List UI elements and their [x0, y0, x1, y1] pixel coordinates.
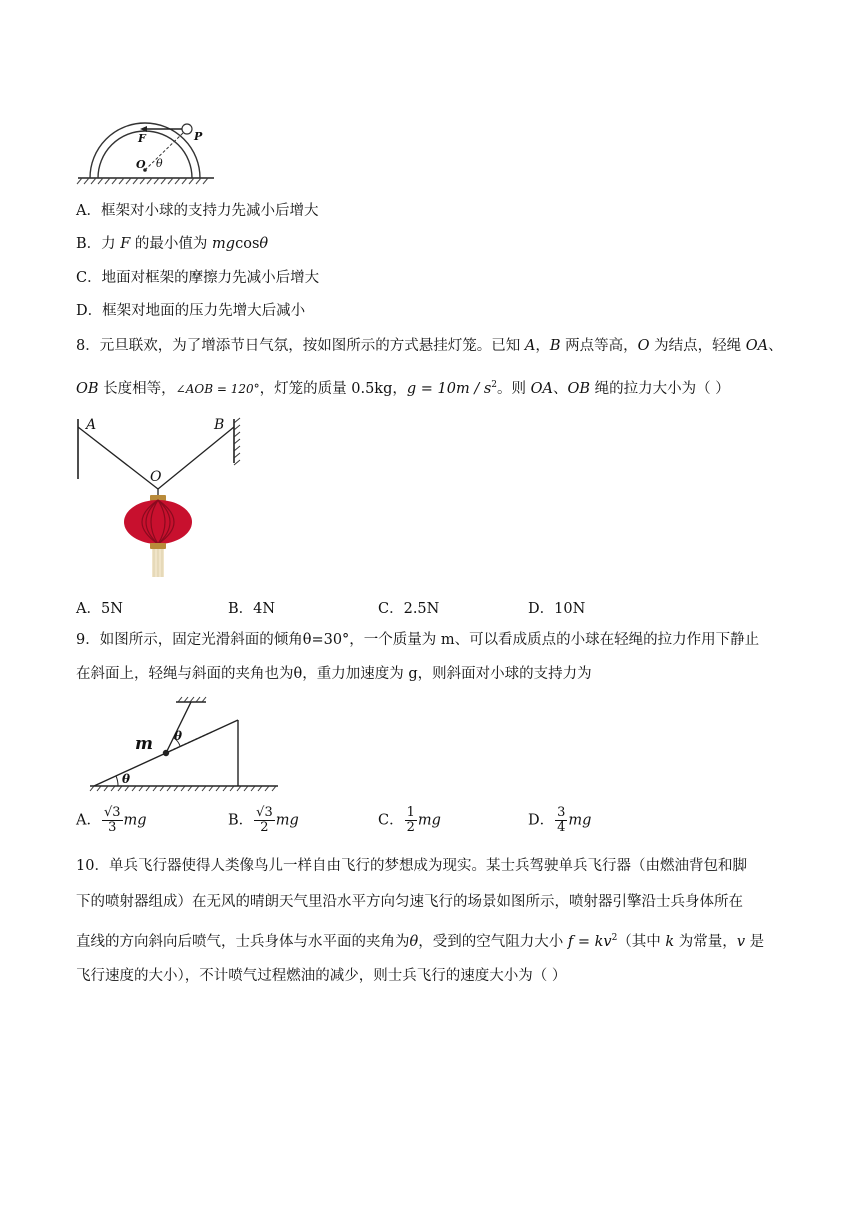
- q7-option-b-mg: mg: [212, 236, 236, 252]
- q8-option-b: B．4N: [228, 601, 276, 617]
- q9-option-a-fraction: [102, 806, 123, 835]
- q10-formula: f = kv: [567, 933, 612, 950]
- q9-option-b-unit: mg: [275, 812, 299, 829]
- q7-fig-label-theta: θ: [156, 157, 163, 170]
- q9-option-d-den: 4: [557, 820, 566, 835]
- q9-option-c: [378, 806, 441, 835]
- q7-fig-label-P: P: [194, 130, 203, 143]
- q9-option-a-label: A．: [76, 812, 101, 829]
- q10-v: v: [736, 933, 746, 950]
- q7-option-b-mid: 的最小值为: [130, 236, 213, 252]
- q9-stem-line1: 9．如图所示，固定光滑斜面的倾角θ=30°，一个质量为 m、可以看成质点的小球在轻绳的拉力作用下静止: [76, 632, 760, 648]
- q9-option-c-label: C．: [378, 812, 404, 829]
- q9-stem-line2: 在斜面上，轻绳与斜面的夹角也为θ，重力加速度为 g，则斜面对小球的支持力为: [76, 666, 592, 682]
- q8-rope-ob: OB: [76, 380, 99, 397]
- q8-text-2d: 。则: [497, 380, 531, 397]
- q8-text-2a: 长度相等，: [98, 380, 176, 397]
- q7-option-b: [76, 234, 268, 254]
- q9-option-b-den: 2: [260, 820, 269, 835]
- q9-option-a-den: 3: [108, 820, 117, 835]
- q8-fig-label-o: O: [150, 469, 162, 485]
- q8-rope-oa: OA: [745, 338, 769, 354]
- q9-option-c-den: 2: [406, 820, 415, 835]
- q7-fig-label-F: F: [138, 132, 146, 145]
- q9-option-d-unit: mg: [568, 812, 592, 829]
- q10-text-3b: ，受到的空气阻力大小: [418, 933, 568, 950]
- q9-option-b: [228, 806, 299, 835]
- q8-stem-line2: [76, 375, 730, 399]
- q9-option-a-unit: mg: [123, 812, 147, 829]
- q10-text-3e: 是: [745, 933, 765, 950]
- q8-text-1b: 两点等高，: [560, 338, 638, 354]
- q8-text-1a: 8．元旦联欢，为了增添节日气氛，按如图所示的方式悬挂灯笼。已知: [76, 338, 525, 354]
- q9-option-d-label: D．: [528, 812, 555, 829]
- q10-k: k: [665, 933, 675, 950]
- q8-rope-oa-2: OA: [530, 380, 553, 397]
- q8-sep: ，: [535, 338, 550, 354]
- q8-stem-line1: [76, 336, 783, 356]
- q7-option-b-theta: θ: [259, 236, 269, 252]
- q8-gravity-sup: 2: [491, 380, 498, 390]
- q8-rope-ob-2: OB: [567, 380, 591, 397]
- q7-option-a: A．框架对小球的支持力先减小后增大: [76, 203, 319, 219]
- q9-option-c-unit: mg: [417, 812, 441, 829]
- q10-stem-line3: [76, 928, 764, 952]
- q8-text-2c: ，: [392, 380, 407, 397]
- q9-option-c-num: 1: [406, 805, 415, 820]
- q7-figure: [76, 108, 216, 186]
- q7-fig-label-O: O: [136, 158, 146, 171]
- q9-option-a-num: √3: [103, 805, 121, 820]
- q8-text-1d: 、: [768, 338, 783, 354]
- q10-formula-sup: 2: [611, 933, 618, 943]
- q9-fig-label-m: m: [135, 734, 153, 754]
- q9-option-a: [76, 806, 147, 835]
- q10-stem-line4: 飞行速度的大小），不计喷气过程燃油的减少，则士兵飞行的速度大小为（ ）: [76, 968, 567, 984]
- q8-text-2e: 、: [552, 380, 568, 397]
- q8-text-1c: 为结点，轻绳: [649, 338, 746, 354]
- q10-text-3a: 直线的方向斜向后喷气，士兵身体与水平面的夹角为: [76, 933, 410, 950]
- q9-option-c-fraction: [405, 806, 417, 835]
- q9-fig-label-theta-base: θ: [122, 772, 131, 786]
- q7-option-b-prefix: B．力: [76, 236, 121, 252]
- q7-option-b-cos: cos: [235, 236, 260, 252]
- q7-option-d: D．框架对地面的压力先增大后减小: [76, 303, 306, 319]
- q8-option-d: D．10N: [528, 601, 586, 617]
- q8-text-2b: ，灯笼的质量: [259, 380, 352, 397]
- q9-option-d-num: 3: [557, 805, 566, 820]
- q10-theta: θ: [409, 933, 419, 950]
- q9-option-b-label: B．: [228, 812, 254, 829]
- q8-text-2f: 绳的拉力大小为（ ）: [590, 380, 730, 397]
- q7-option-b-F: F: [120, 236, 131, 252]
- q9-option-d-fraction: [555, 806, 567, 835]
- q8-fig-label-a: A: [86, 417, 97, 433]
- q9-option-b-num: √3: [256, 805, 273, 820]
- q9-figure: [88, 696, 280, 792]
- q7-option-c: C．地面对框架的摩擦力先减小后增大: [76, 270, 320, 286]
- q8-option-c: C．2.5N: [378, 601, 440, 617]
- q9-option-b-fraction: [254, 806, 275, 835]
- q8-fig-label-b: B: [214, 417, 225, 433]
- q10-stem-line1: 10．单兵飞行器使得人类像鸟儿一样自由飞行的梦想成为现实。某士兵驾驶单兵飞行器（由燃油背包和脚: [76, 858, 747, 874]
- q10-stem-line2: 下的喷射器组成）在无风的晴朗天气里沿水平方向匀速飞行的场景如图所示，喷射器引擎沿士兵身体所在: [76, 894, 743, 910]
- q9-option-d: [528, 806, 591, 835]
- q8-point-o: O: [637, 338, 650, 354]
- q8-point-a: A: [524, 338, 536, 354]
- q10-text-3d: 为常量，: [674, 933, 737, 950]
- q8-option-a: A．5N: [76, 601, 123, 617]
- q8-mass: 0.5kg: [351, 380, 393, 397]
- q8-gravity: g = 10m / s: [406, 380, 492, 397]
- q9-fig-label-theta-top: θ: [174, 729, 183, 743]
- q10-text-3c: （其中: [617, 933, 666, 950]
- q8-figure: [74, 415, 254, 580]
- q8-point-b: B: [549, 338, 561, 354]
- q8-angle: ∠AOB = 120°: [175, 381, 260, 396]
